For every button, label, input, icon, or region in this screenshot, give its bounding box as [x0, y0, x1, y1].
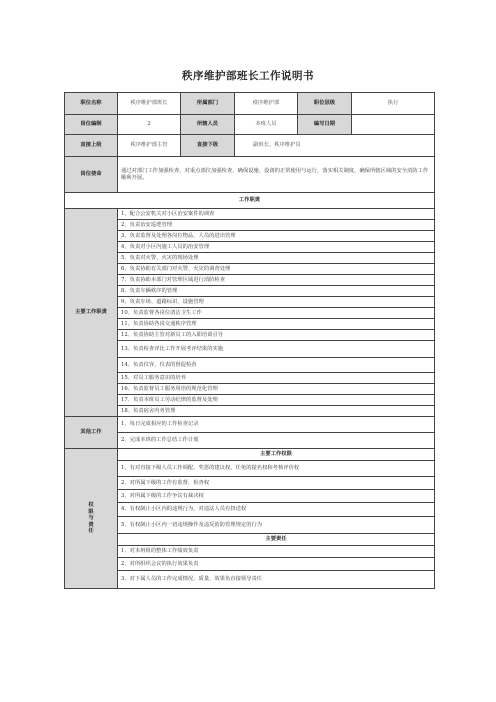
authority-item: 3、对所属下级的工作争议有裁决权 — [118, 490, 435, 503]
authority-header: 主要工作权限 — [118, 449, 435, 461]
info-row-2 — [65, 115, 435, 135]
superior-label: 直接上级 — [65, 135, 118, 157]
mission-row — [65, 157, 435, 193]
responsibility-header-row — [65, 534, 435, 546]
authority-header-row — [65, 449, 435, 461]
info-row-3 — [65, 135, 435, 157]
duty-row — [65, 242, 435, 253]
responsibility-item: 2、对所组织会议的执行效果负责 — [118, 558, 435, 571]
authority-item: 5、有权制止小区内一切违规操作及违反消防管理规定的行为 — [118, 517, 435, 534]
level-value: 执行 — [352, 93, 435, 115]
duty-row — [65, 286, 435, 297]
duty-item: 14、负责仪容、仪表的督促检查 — [118, 358, 435, 373]
authority-item: 4、有权制止小区内的违规行为，对违法人员有扭送权 — [118, 503, 435, 517]
authority-row — [65, 461, 435, 477]
superior-value: 秩序维护部主管 — [118, 135, 181, 157]
date-value — [352, 115, 435, 135]
duty-row — [65, 373, 435, 384]
document-title: 秩序维护部班长工作说明书 — [182, 70, 314, 82]
other-duties-label: 其他工作 — [65, 417, 118, 449]
duty-row — [65, 209, 435, 220]
main-duties-group — [65, 209, 435, 417]
duty-item: 17、负责本班员工劳动纪律的监督及处理 — [118, 395, 435, 406]
duty-item: 7、负责协助本部门对管理区域进行消防检查 — [118, 275, 435, 286]
responsibility-row — [65, 571, 435, 589]
position-name-value: 秩序维护部班长 — [118, 93, 181, 115]
responsibility-row — [65, 558, 435, 571]
duty-item: 11、负责协助各岗交通秩序管理 — [118, 319, 435, 330]
department-label: 所属部门 — [181, 93, 235, 115]
authority-row — [65, 477, 435, 490]
duty-item: 12、负责协助主管对新员工的入职培训引导 — [118, 330, 435, 341]
other-duty-row — [65, 433, 435, 449]
headcount-label: 岗位编制 — [65, 115, 118, 135]
other-duty-row — [65, 417, 435, 433]
duty-item: 8、负责车辆秩序的管理 — [118, 286, 435, 297]
mission-text: 通过对部门工作加强检查，对重点部位加强检查，确保设施、设备的正常使用与运行，落实相关制度，确保所辖区域的安全消防工作顺利开展。 — [118, 157, 435, 193]
powers-side-label — [65, 449, 118, 589]
other-duty-item: 1、每日完成相应的工作检查记录 — [118, 417, 435, 433]
duty-item: 3、负责监督及处理各岗位物品、人员的进出管理 — [118, 231, 435, 242]
duty-row — [65, 319, 435, 330]
authority-row — [65, 503, 435, 517]
mission-label: 岗位使命 — [65, 157, 118, 193]
duty-item: 6、负责协助有关部门对火警、火灾的调查处理 — [118, 264, 435, 275]
duty-item: 2、负责治安巡逻管理 — [118, 220, 435, 231]
powers-side-char: 与 — [88, 515, 94, 522]
duty-item: 18、负责宿舍内务管理 — [118, 406, 435, 417]
headcount-value: 2 — [118, 115, 181, 135]
duty-row — [65, 358, 435, 373]
authority-item: 1、有对直接下级人员工作调配、奖惩的建议权，任免的提名权和考核评价权 — [118, 461, 435, 477]
duty-item: 4、负责对小区内施工人员的治安管理 — [118, 242, 435, 253]
job-description-table — [64, 92, 435, 589]
duty-row — [65, 297, 435, 308]
info-row-1 — [65, 93, 435, 115]
duty-row — [65, 308, 435, 319]
duty-item: 5、负责对火警、火灾的现场处理 — [118, 253, 435, 264]
duty-item: 15、对员工服务意识的培养 — [118, 373, 435, 384]
duty-row — [65, 384, 435, 395]
duty-item: 13、负责检查评比工作开展考评结果的实施 — [118, 341, 435, 358]
date-label: 编写日期 — [298, 115, 352, 135]
powers-side-char: 权 — [88, 501, 94, 508]
duty-row — [65, 220, 435, 231]
subordinates-label: 所辖人员 — [181, 115, 235, 135]
duty-row — [65, 231, 435, 242]
position-name-label: 职位名称 — [65, 93, 118, 115]
responsibility-item: 3、对下属人员的工作完成情况、质量、效果负直接领导责任 — [118, 571, 435, 589]
duties-header-row — [65, 193, 435, 209]
duty-row — [65, 264, 435, 275]
responsibility-row — [65, 546, 435, 558]
duty-row — [65, 406, 435, 417]
duty-item: 16、负责监督员工服务用语的规范化管理 — [118, 384, 435, 395]
powers-side-char: 责 — [88, 521, 94, 528]
authority-row — [65, 490, 435, 503]
department-value: 秩序维护部 — [235, 93, 298, 115]
authority-row — [65, 517, 435, 534]
responsibility-header: 主要责任 — [118, 534, 435, 546]
duty-item: 9、负责车场、道路标识、设施管理 — [118, 297, 435, 308]
powers-group — [65, 449, 435, 589]
main-duties-label: 主要工作职责 — [65, 209, 118, 417]
duty-row — [65, 275, 435, 286]
powers-side-char: 限 — [88, 508, 94, 515]
other-duties-group — [65, 417, 435, 449]
authority-item: 2、对所属下级的工作有监督、检查权 — [118, 477, 435, 490]
responsibility-item: 1、对本班组的整体工作绩效负责 — [118, 546, 435, 558]
duty-item: 1、配合公安机关对小区治安案件的调查 — [118, 209, 435, 220]
duty-row — [65, 395, 435, 406]
direct-sub-value: 副班长、秩序维护员 — [235, 135, 435, 157]
duties-header: 工作职责 — [65, 193, 435, 209]
duty-row — [65, 253, 435, 264]
subordinates-value: 本班人员 — [235, 115, 298, 135]
duty-row — [65, 341, 435, 358]
duty-item: 10、负责监督各岗位清洁卫生工作 — [118, 308, 435, 319]
direct-sub-label: 直接下级 — [181, 135, 235, 157]
level-label: 职位层级 — [298, 93, 352, 115]
other-duty-item: 2、完成本班的工作总结工作计划 — [118, 433, 435, 449]
duty-row — [65, 330, 435, 341]
powers-side-char: 任 — [88, 528, 94, 535]
